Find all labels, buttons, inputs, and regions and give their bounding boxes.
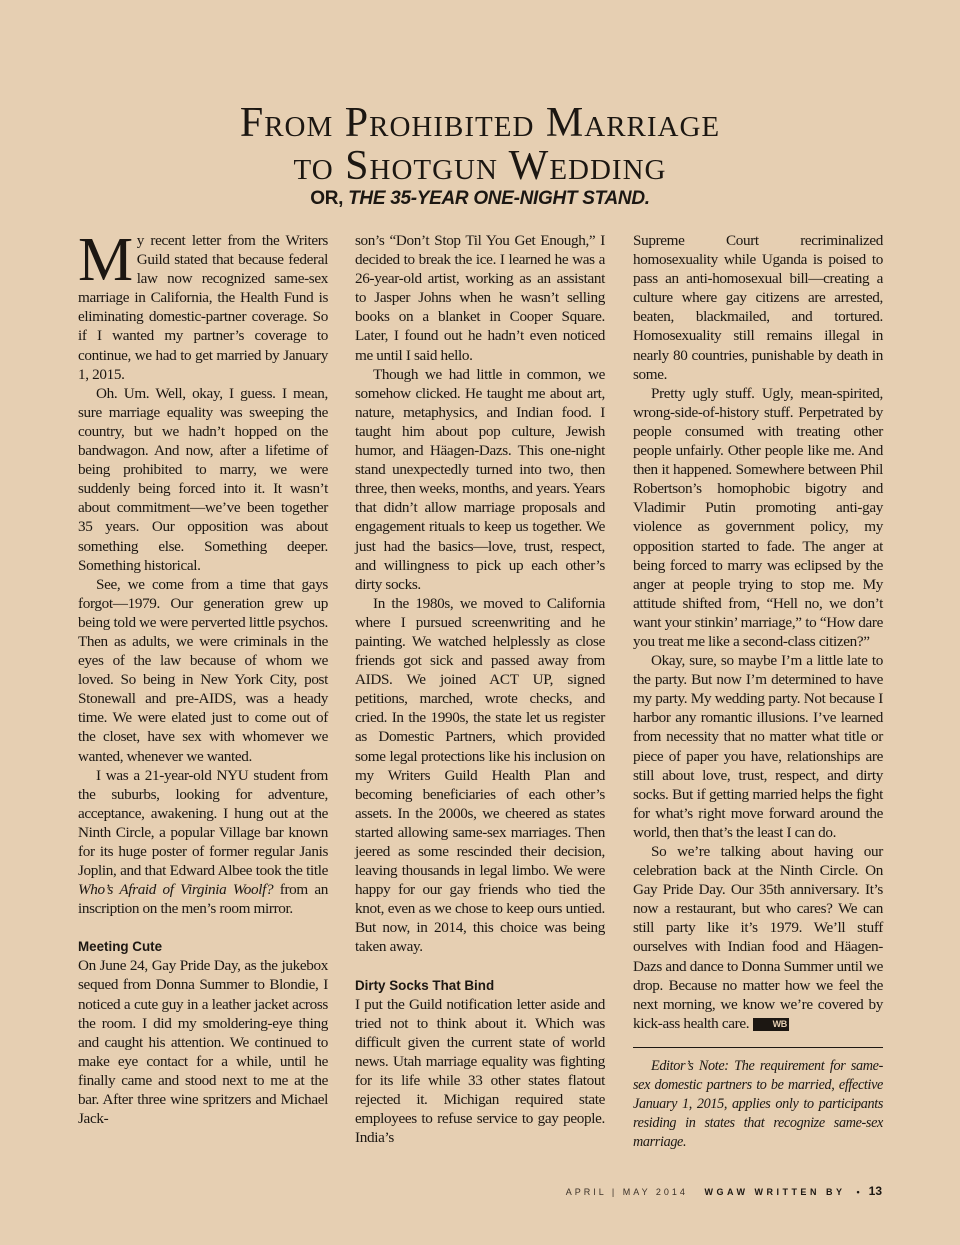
subtitle-italic: THE 35-YEAR ONE-NIGHT STAND. bbox=[348, 188, 650, 209]
paragraph-text: from an inscription on the men’s room mirror. bbox=[78, 881, 328, 918]
editors-note: Editor’s Note: The requirement for same-sex domestic partners to be married, effective January 1, 2015, applies only to participants residing in states that recognize same-sex marriage. bbox=[633, 1057, 883, 1150]
page-footer bbox=[566, 1184, 882, 1198]
footer-bullet: • bbox=[856, 1187, 864, 1197]
paragraph bbox=[78, 226, 328, 384]
end-mark-icon: WB bbox=[753, 1018, 789, 1031]
paragraph bbox=[78, 766, 328, 919]
paragraph: See, we come from a time that gays forgot—1979. Our generation grew up being told we were perverted little psychos. Then as adults, we were criminals in the eyes of the law because of whom we loved. So being in New York City, post Stonewall and pre-AIDS, was a heady time. We were elated just to come out of the closet, have sex with whomever we wanted, whenever we wanted. bbox=[78, 575, 328, 765]
paragraph: On June 24, Gay Pride Day, as the jukebox sequed from Donna Summer to Blondie, I noticed a cute guy in a leather jacket across the room. I did my smoldering-eye thing and caught his attention. We continued to make eye contact for a while, until he finally came and stood next to me at the bar. After three wine spritzers and Michael Jack- bbox=[78, 957, 328, 1128]
article-subtitle bbox=[0, 188, 960, 210]
paragraph: Supreme Court recriminalized homosexuality while Uganda is poised to pass an anti-homosexual bill—creating a culture where gay citizens are arrested, beaten, blackmailed, and tortured. Homosexuality still remains illegal in nearly 80 countries, punishable by death in some. bbox=[633, 232, 883, 383]
book-title: Who’s Afraid of Virginia Woolf? bbox=[78, 881, 274, 899]
drop-cap: M bbox=[78, 226, 133, 294]
subtitle-prefix: OR, bbox=[310, 188, 349, 209]
paragraph: son’s “Don’t Stop Til You Get Enough,” I decided to break the ice. I learned he was a 26-year-old artist, working as an assistant to Jasper Johns when he wasn’t selling books on a blanket in Cooper Square. Later, I found out he hadn’t even noticed me until I said hello. bbox=[355, 232, 605, 364]
footer-issue: APRIL | MAY 2014 bbox=[565, 1187, 688, 1197]
paragraph-text: y recent letter from the Writers Guild stated that because federal law now recognized same-sex marriage in California, the Health Fund is eliminating domestic-partner coverage. So if I wanted my partner’s coverage to continue, we had to get married by January 1, 2015. bbox=[78, 232, 328, 383]
column-1 bbox=[78, 226, 328, 1128]
paragraph: Okay, sure, so maybe I’m a little late to the party. But now I’m determined to have my party. My wedding party. Not because I harbor any romantic illusions. I’ve learned from necessity that no matter what title or piece of paper you have, relationships are still about love, trust, respect, and dirty socks. But if getting married helps the fight for what’s right move forward around the world, then that’s the least I can do. bbox=[633, 652, 883, 841]
divider bbox=[633, 1047, 883, 1048]
paragraph: Though we had little in common, we somehow clicked. He taught me about art, nature, metaphysics, and Indian food. I taught him about pop culture, Jewish humor, and Häagen-Dazs. This one-night stand unexpectedly turned into two, then three, then weeks, months, and years. Years that didn’t allow marriage proposals and engagement rituals to keep us together. We just had the basics—love, trust, respect, and willingness to pick up each other’s dirty socks. bbox=[355, 365, 605, 593]
section-heading: Dirty Socks That Bind bbox=[355, 977, 495, 993]
footer-publication: WGAW WRITTEN BY bbox=[704, 1187, 846, 1197]
title-line-2: to Shotgun Wedding bbox=[293, 143, 667, 189]
paragraph: In the 1980s, we moved to California where I pursued screenwriting and he painting. We watched helplessly as close friends got sick and passed away from AIDS. We joined ACT UP, signed petitions, marched, wrote checks, and cried. In the 1990s, the state let us register as Domestic Partners, which provided some legal protections like his inclusion on my Writers Guild Health Plan and becoming beneficiaries of each other’s assets. In the 2000s, we cheered as states started allowing same-sex marriages. Then jeered as some rescinded their decision, leaving thousands in legal limbo. We were happy for our gay friends who tied the knot, even as we chose to keep ours untied. But now, in 2014, this choice was being taken away. bbox=[355, 594, 605, 956]
section-heading: Meeting Cute bbox=[78, 939, 163, 955]
paragraph: I put the Guild notification letter aside and tried not to think about it. Which was difficult given the current state of world news. Utah marriage equality was fighting for its life while 33 other states flatout rejected it. Michigan required state employees to refuse service to gay people. India’s bbox=[355, 995, 605, 1147]
article-title bbox=[0, 100, 960, 189]
paragraph-text: So we’re talking about having our celebration back at the Ninth Circle. On Gay Pride Day. Our 35th anniversary. It’s now a restaurant, but who cares? We can still party like it’s 1979. We’ll stuff ourselves with Indian food and Häagen-Dazs and dance to Donna Summer until we drop. Because no matter how we feel the next morning, we know we’re covered by kick-ass health care. bbox=[633, 843, 883, 1032]
title-line-1: From Prohibited Marriage bbox=[239, 100, 721, 146]
page-number: 13 bbox=[868, 1184, 882, 1198]
column-2 bbox=[355, 231, 605, 1147]
paragraph-text: I was a 21-year-old NYU student from the suburbs, looking for adventure, acceptance, awakening. I hung out at the Ninth Circle, a popular Village bar known for its huge poster of former regular Janis Joplin, and that Edward Albee took the title bbox=[78, 766, 328, 880]
column-3 bbox=[633, 231, 883, 1152]
paragraph: Pretty ugly stuff. Ugly, mean-spirited, wrong-side-of-history stuff. Perpetrated by people consumed with treating other people unfairly. Other people like me. And then it happened. Somewhere between Phil Robertson’s homophobic bigotry and Vladimir Putin promoting anti-gay violence as government policy, my opposition started to fade. The anger at being forced to marry was eclipsed by the anger at people trying to stop me. My attitude shifted from, “Hell no, we don’t want your stinkin’ marriage,” to “How dare you treat me like a second-class citizen?” bbox=[633, 384, 883, 650]
paragraph bbox=[633, 842, 883, 1033]
paragraph: Oh. Um. Well, okay, I guess. I mean, sure marriage equality was sweeping the country, but we hadn’t hopped on the bandwagon. And now, after a lifetime of being prohibited to marry, we were suddenly being forced into it. It wasn’t about commitment—we’ve been together 35 years. Our opposition was about something else. Something deeper. Something historical. bbox=[78, 384, 328, 574]
